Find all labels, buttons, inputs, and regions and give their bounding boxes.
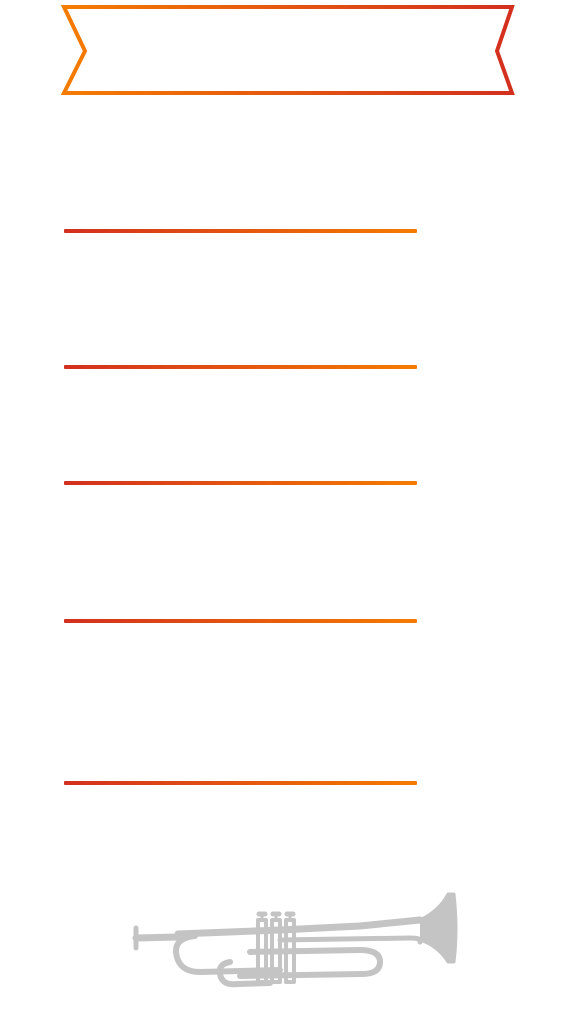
divider-2 bbox=[64, 365, 417, 369]
trumpet-icon bbox=[130, 890, 460, 990]
divider-4 bbox=[64, 619, 417, 623]
title-banner bbox=[60, 4, 516, 96]
divider-1 bbox=[64, 229, 417, 233]
divider-3 bbox=[64, 481, 417, 485]
divider-5 bbox=[64, 781, 417, 785]
